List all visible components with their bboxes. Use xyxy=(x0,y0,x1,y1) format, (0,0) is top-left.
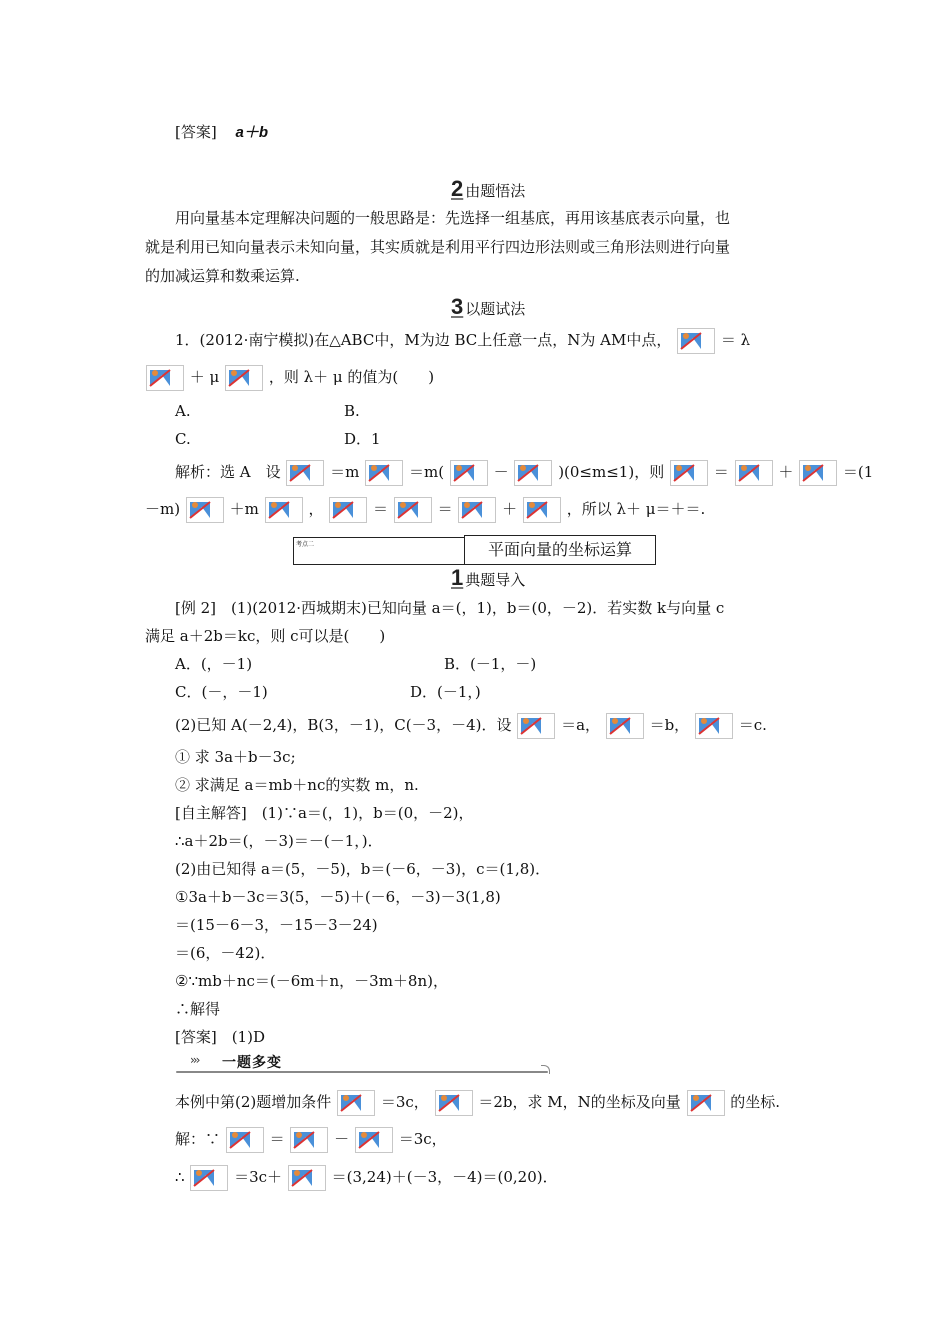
example-2-part-2 xyxy=(175,713,767,739)
option-b: B．(－1，－) xyxy=(444,655,537,673)
example-text: ＝c. xyxy=(738,716,767,734)
paragraph-line: 用向量基本定理解决问题的一般思路是：先选择一组基底，再用该基底表示向量，也 xyxy=(175,209,731,227)
option-d: D．(－1，) xyxy=(410,683,481,701)
vector-image-icon xyxy=(450,460,488,486)
answer-label: [答案] xyxy=(175,123,217,141)
question-1-line-2 xyxy=(145,365,434,391)
variation-text: ＝3c， xyxy=(398,1130,447,1148)
example-text: ＝b， xyxy=(649,716,690,734)
question-1-line-1 xyxy=(175,328,750,354)
paragraph-line: 就是利用已知向量表示未知向量，其实质就是利用平行四边形法则或三角形法则进行向量 xyxy=(145,238,731,256)
solution-text: ＝(1 xyxy=(842,463,874,481)
solution-text: ， xyxy=(308,500,324,518)
solution-text: ＝m xyxy=(330,463,360,481)
vector-image-icon xyxy=(290,1127,328,1153)
banner-end-cap xyxy=(541,1065,550,1074)
option-a: A. xyxy=(175,402,191,420)
solution-text: － xyxy=(493,463,509,481)
banner-underline xyxy=(176,1071,548,1073)
variation-text: 本例中第(2)题增加条件 xyxy=(175,1093,332,1111)
solution-2-line: ＝(6，－42)． xyxy=(175,944,276,962)
answer-line xyxy=(175,121,268,144)
vector-image-icon xyxy=(365,460,403,486)
variation-line-1 xyxy=(175,1090,780,1116)
example-2-step-2: ② 求满足 a＝mb＋nc的实数 m，n. xyxy=(175,776,419,794)
section-title: 以题试法 xyxy=(465,300,526,318)
vector-image-icon xyxy=(435,1090,473,1116)
answer-2: [答案] (1)D xyxy=(175,1028,265,1046)
example-text: ＝a， xyxy=(561,716,601,734)
solution-text: 解析：选 A 设 xyxy=(175,463,281,481)
vector-image-icon xyxy=(517,713,555,739)
variation-text: 的坐标. xyxy=(730,1093,781,1111)
option-d: D．1 xyxy=(344,430,381,448)
question-text: ＋ μ xyxy=(189,368,220,386)
question-text: ，则 λ＋ μ 的值为( ) xyxy=(268,368,435,386)
vector-image-icon xyxy=(190,1165,228,1191)
section-title: 典题导入 xyxy=(465,571,526,589)
vector-image-icon xyxy=(677,328,715,354)
variation-banner xyxy=(176,1052,550,1074)
vector-image-icon xyxy=(288,1165,326,1191)
example-2-step-1: ① 求 3a＋b－3c; xyxy=(175,748,296,766)
vector-image-icon xyxy=(226,1127,264,1153)
topic-tag: 考点二 xyxy=(296,541,315,548)
vector-image-icon xyxy=(606,713,644,739)
solution-2-line: [自主解答] (1)∵a＝(，1)，b＝(0，－2)， xyxy=(175,804,474,822)
variation-text: ∴ xyxy=(175,1168,185,1186)
paragraph-line: 的加减运算和数乘运算. xyxy=(145,267,300,285)
solution-2-line: ①3a＋b－3c＝3(5，－5)＋(－6，－3)－3(1,8) xyxy=(175,888,501,906)
solution-text: ＝ xyxy=(437,500,453,518)
vector-image-icon xyxy=(394,497,432,523)
vector-image-icon xyxy=(799,460,837,486)
vector-image-icon xyxy=(186,497,224,523)
variation-text: － xyxy=(334,1130,350,1148)
example-2-line-2: 满足 a＋2b＝kc，则 c可以是( ) xyxy=(145,627,386,645)
variation-text: ＝ xyxy=(269,1130,285,1148)
solution-text: )(0≤m≤1)，则 xyxy=(558,463,665,481)
vector-image-icon xyxy=(225,365,263,391)
vector-image-icon xyxy=(458,497,496,523)
variation-line-2 xyxy=(175,1127,447,1153)
solution-text: ，所以 λ＋ μ＝＋＝. xyxy=(566,500,706,518)
solution-text: ＝m( xyxy=(408,463,445,481)
section-number: 2 xyxy=(451,176,464,201)
solution-text: ＝ xyxy=(713,463,729,481)
variation-text: ＝3c＋ xyxy=(234,1168,283,1186)
vector-image-icon xyxy=(337,1090,375,1116)
variation-text: ＝(3,24)＋(－3，－4)＝(0,20)． xyxy=(331,1168,558,1186)
solution-2-line: ∴a＋2b＝(，－3)＝－(－1，)． xyxy=(175,832,383,850)
section-number: 1 xyxy=(451,565,464,590)
solution-text: ＋m xyxy=(229,500,259,518)
chevrons-icon: ››› xyxy=(190,1053,199,1067)
section-heading-1 xyxy=(451,567,525,591)
vector-image-icon xyxy=(695,713,733,739)
option-c: C. xyxy=(175,430,191,448)
question-text: ＝ λ xyxy=(720,331,751,349)
vector-image-icon xyxy=(146,365,184,391)
vector-image-icon xyxy=(735,460,773,486)
solution-1-line-1 xyxy=(175,460,873,486)
banner-title: 一题多变 xyxy=(222,1055,282,1071)
example-2-line-1: [例 2] (1)(2012·西城期末)已知向量 a＝(，1)，b＝(0，－2)．若实数 k与向量 c xyxy=(175,599,725,617)
vector-image-icon xyxy=(286,460,324,486)
option-c: C．(－，－1) xyxy=(175,683,268,701)
solution-1-line-2 xyxy=(145,497,705,523)
solution-text: ＝ xyxy=(373,500,389,518)
vector-image-icon xyxy=(687,1090,725,1116)
solution-text: ＋ xyxy=(502,500,518,518)
section-number: 3 xyxy=(451,294,464,319)
variation-text: ＝2b，求 M，N的坐标及向量 xyxy=(478,1093,681,1111)
option-a: A．(，－1) xyxy=(175,655,253,673)
topic-tag-box xyxy=(293,537,465,565)
vector-image-icon xyxy=(329,497,367,523)
question-text: 1．(2012·南宁模拟)在△ABC中，M为边 BC上任意一点，N为 AM中点， xyxy=(175,331,672,349)
vector-image-icon xyxy=(514,460,552,486)
solution-2-line: (2)由已知得 a＝(5，－5)，b＝(－6，－3)，c＝(1,8)． xyxy=(175,860,551,878)
vector-image-icon xyxy=(523,497,561,523)
option-b: B. xyxy=(344,402,360,420)
section-heading-2 xyxy=(451,178,525,202)
variation-line-3 xyxy=(175,1165,558,1191)
topic-title: 平面向量的坐标运算 xyxy=(464,535,656,565)
solution-2-line: ∴解得 xyxy=(175,1000,221,1018)
example-text: (2)已知 A(－2,4)，B(3，－1)，C(－3，－4)．设 xyxy=(175,716,512,734)
solution-2-line: ＝(15－6－3，－15－3－24) xyxy=(175,916,378,934)
section-heading-3 xyxy=(451,296,525,320)
section-title: 由题悟法 xyxy=(465,182,526,200)
variation-text: 解：∵ xyxy=(175,1130,221,1148)
solution-text: ＋ xyxy=(778,463,794,481)
topic-header xyxy=(293,535,656,565)
vector-image-icon xyxy=(670,460,708,486)
solution-text: －m) xyxy=(145,500,181,518)
variation-text: ＝3c， xyxy=(380,1093,429,1111)
solution-2-line: ②∵mb＋nc＝(－6m＋n，－3m＋8n)， xyxy=(175,972,448,990)
vector-image-icon xyxy=(355,1127,393,1153)
vector-image-icon xyxy=(265,497,303,523)
answer-value: a＋b xyxy=(235,124,269,141)
